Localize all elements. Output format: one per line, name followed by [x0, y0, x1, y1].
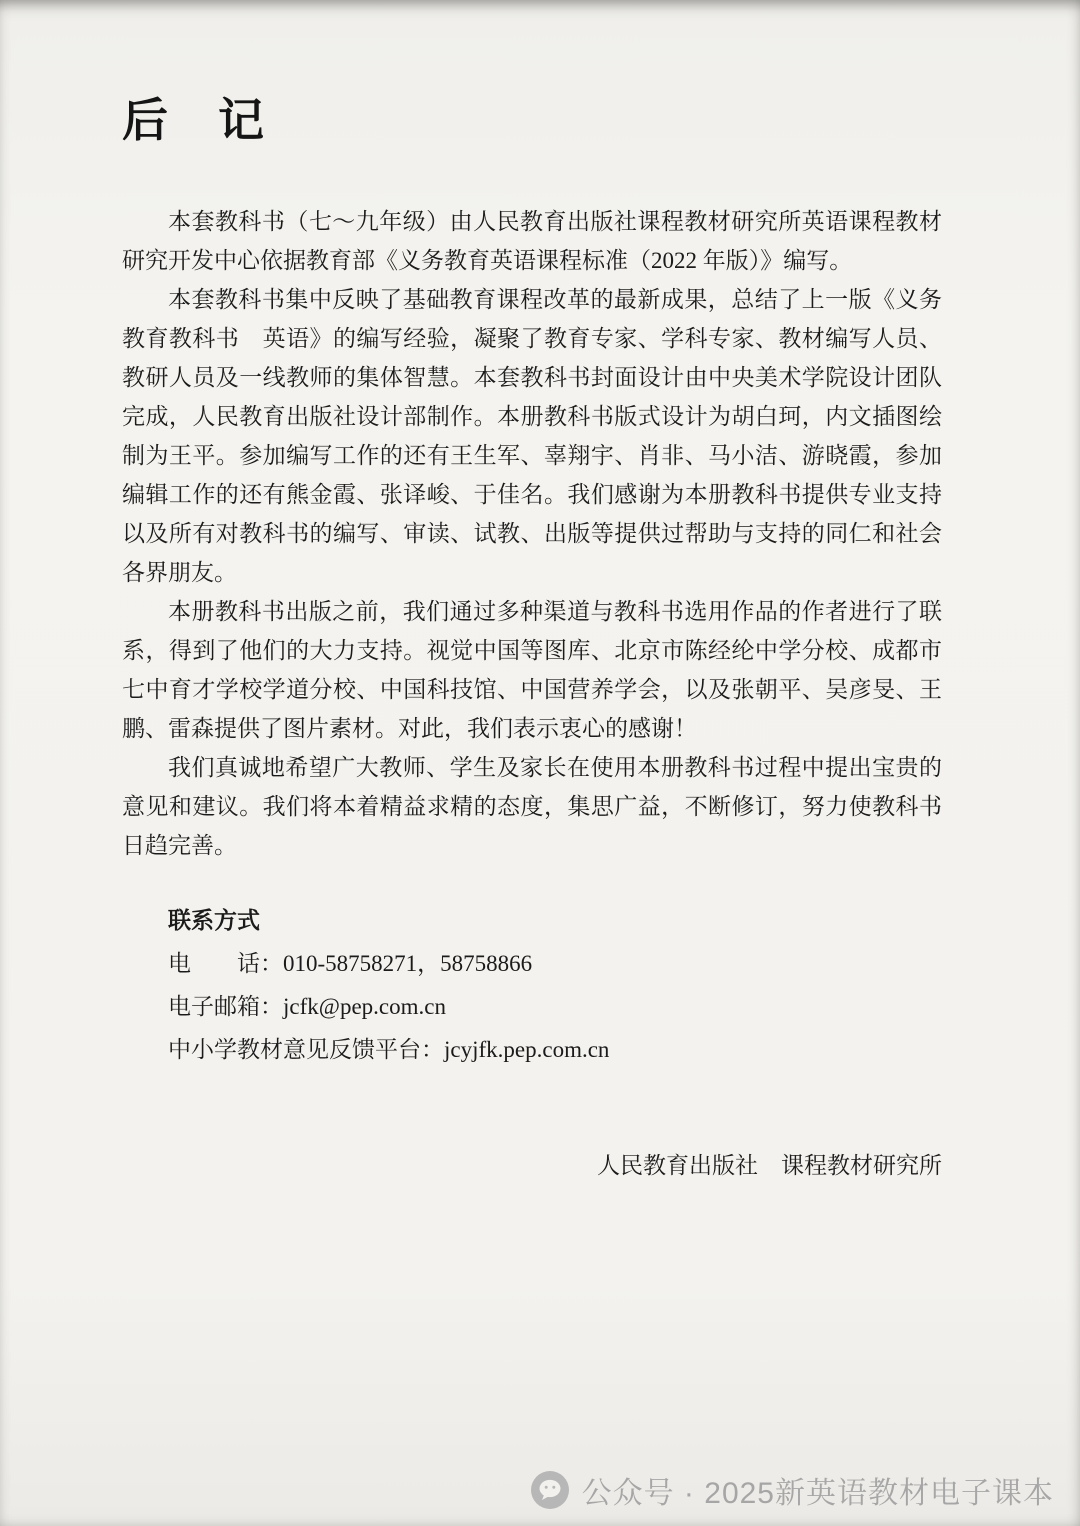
- contact-heading: 联系方式: [168, 908, 260, 933]
- paragraph-4: 我们真诚地希望广大教师、学生及家长在使用本册教科书过程中提出宝贵的意见和建议。我们将本着精益求精的态度，集思广益，不断修订，努力使教科书日趋完善。: [122, 755, 942, 858]
- paragraph-3: 本册教科书出版之前，我们通过多种渠道与教科书选用作品的作者进行了联系，得到了他们的大力支持。视觉中国等图库、北京市陈经纶中学分校、成都市七中育才学校学道分校、中国科技馆、中国营养学会，以及张朝平、吴彦旻、王鹏、雷森提供了图片素材。对此，我们表示衷心的感谢！: [122, 599, 942, 741]
- publisher-signature: 人民教育出版社 课程教材研究所: [597, 1153, 942, 1178]
- phone-label: 电 话：: [168, 951, 283, 976]
- page-title: 后 记: [122, 95, 266, 146]
- paragraph-2: 本套教科书集中反映了基础教育课程改革的最新成果，总结了上一版《义务教育教科书 英语》的编写经验，凝聚了教育专家、学科专家、教材编写人员、教研人员及一线教师的集体智慧。本套教科书封面设计由中央美术学院设计团队完成，人民教育出版社设计部制作。本册教科书版式设计为胡白珂，内文插图绘制为王平。参加编写工作的还有王生军、辜翔宇、肖非、马小洁、游晓霞，参加编辑工作的还有熊金霞、张译峻、于佳名。我们感谢为本册教科书提供专业支持以及所有对教科书的编写、审读、试教、出版等提供过帮助与支持的同仁和社会各界朋友。: [122, 287, 942, 585]
- feedback-label: 中小学教材意见反馈平台：: [168, 1037, 444, 1062]
- feedback-value: jcyjfk.pep.com.cn: [444, 1037, 610, 1062]
- watermark-text: 公众号 · 2025新英语教材电子课本: [581, 1477, 1054, 1510]
- contact-phone-line: [168, 942, 942, 985]
- phone-value: 010-58758271，58758866: [283, 951, 533, 976]
- wechat-icon: [531, 1471, 569, 1509]
- contact-feedback-line: [168, 1028, 942, 1071]
- email-label: 电子邮箱：: [168, 994, 283, 1019]
- contact-email-line: [168, 985, 942, 1028]
- body-text: [122, 202, 942, 865]
- email-value: jcfk@pep.com.cn: [283, 994, 446, 1019]
- paragraph-1: 本套教科书（七～九年级）由人民教育出版社课程教材研究所英语课程教材研究开发中心依据教育部《义务教育英语课程标准（2022 年版）》编写。: [122, 209, 942, 273]
- contact-section: [122, 899, 942, 1071]
- footer-watermark: [531, 1468, 1054, 1512]
